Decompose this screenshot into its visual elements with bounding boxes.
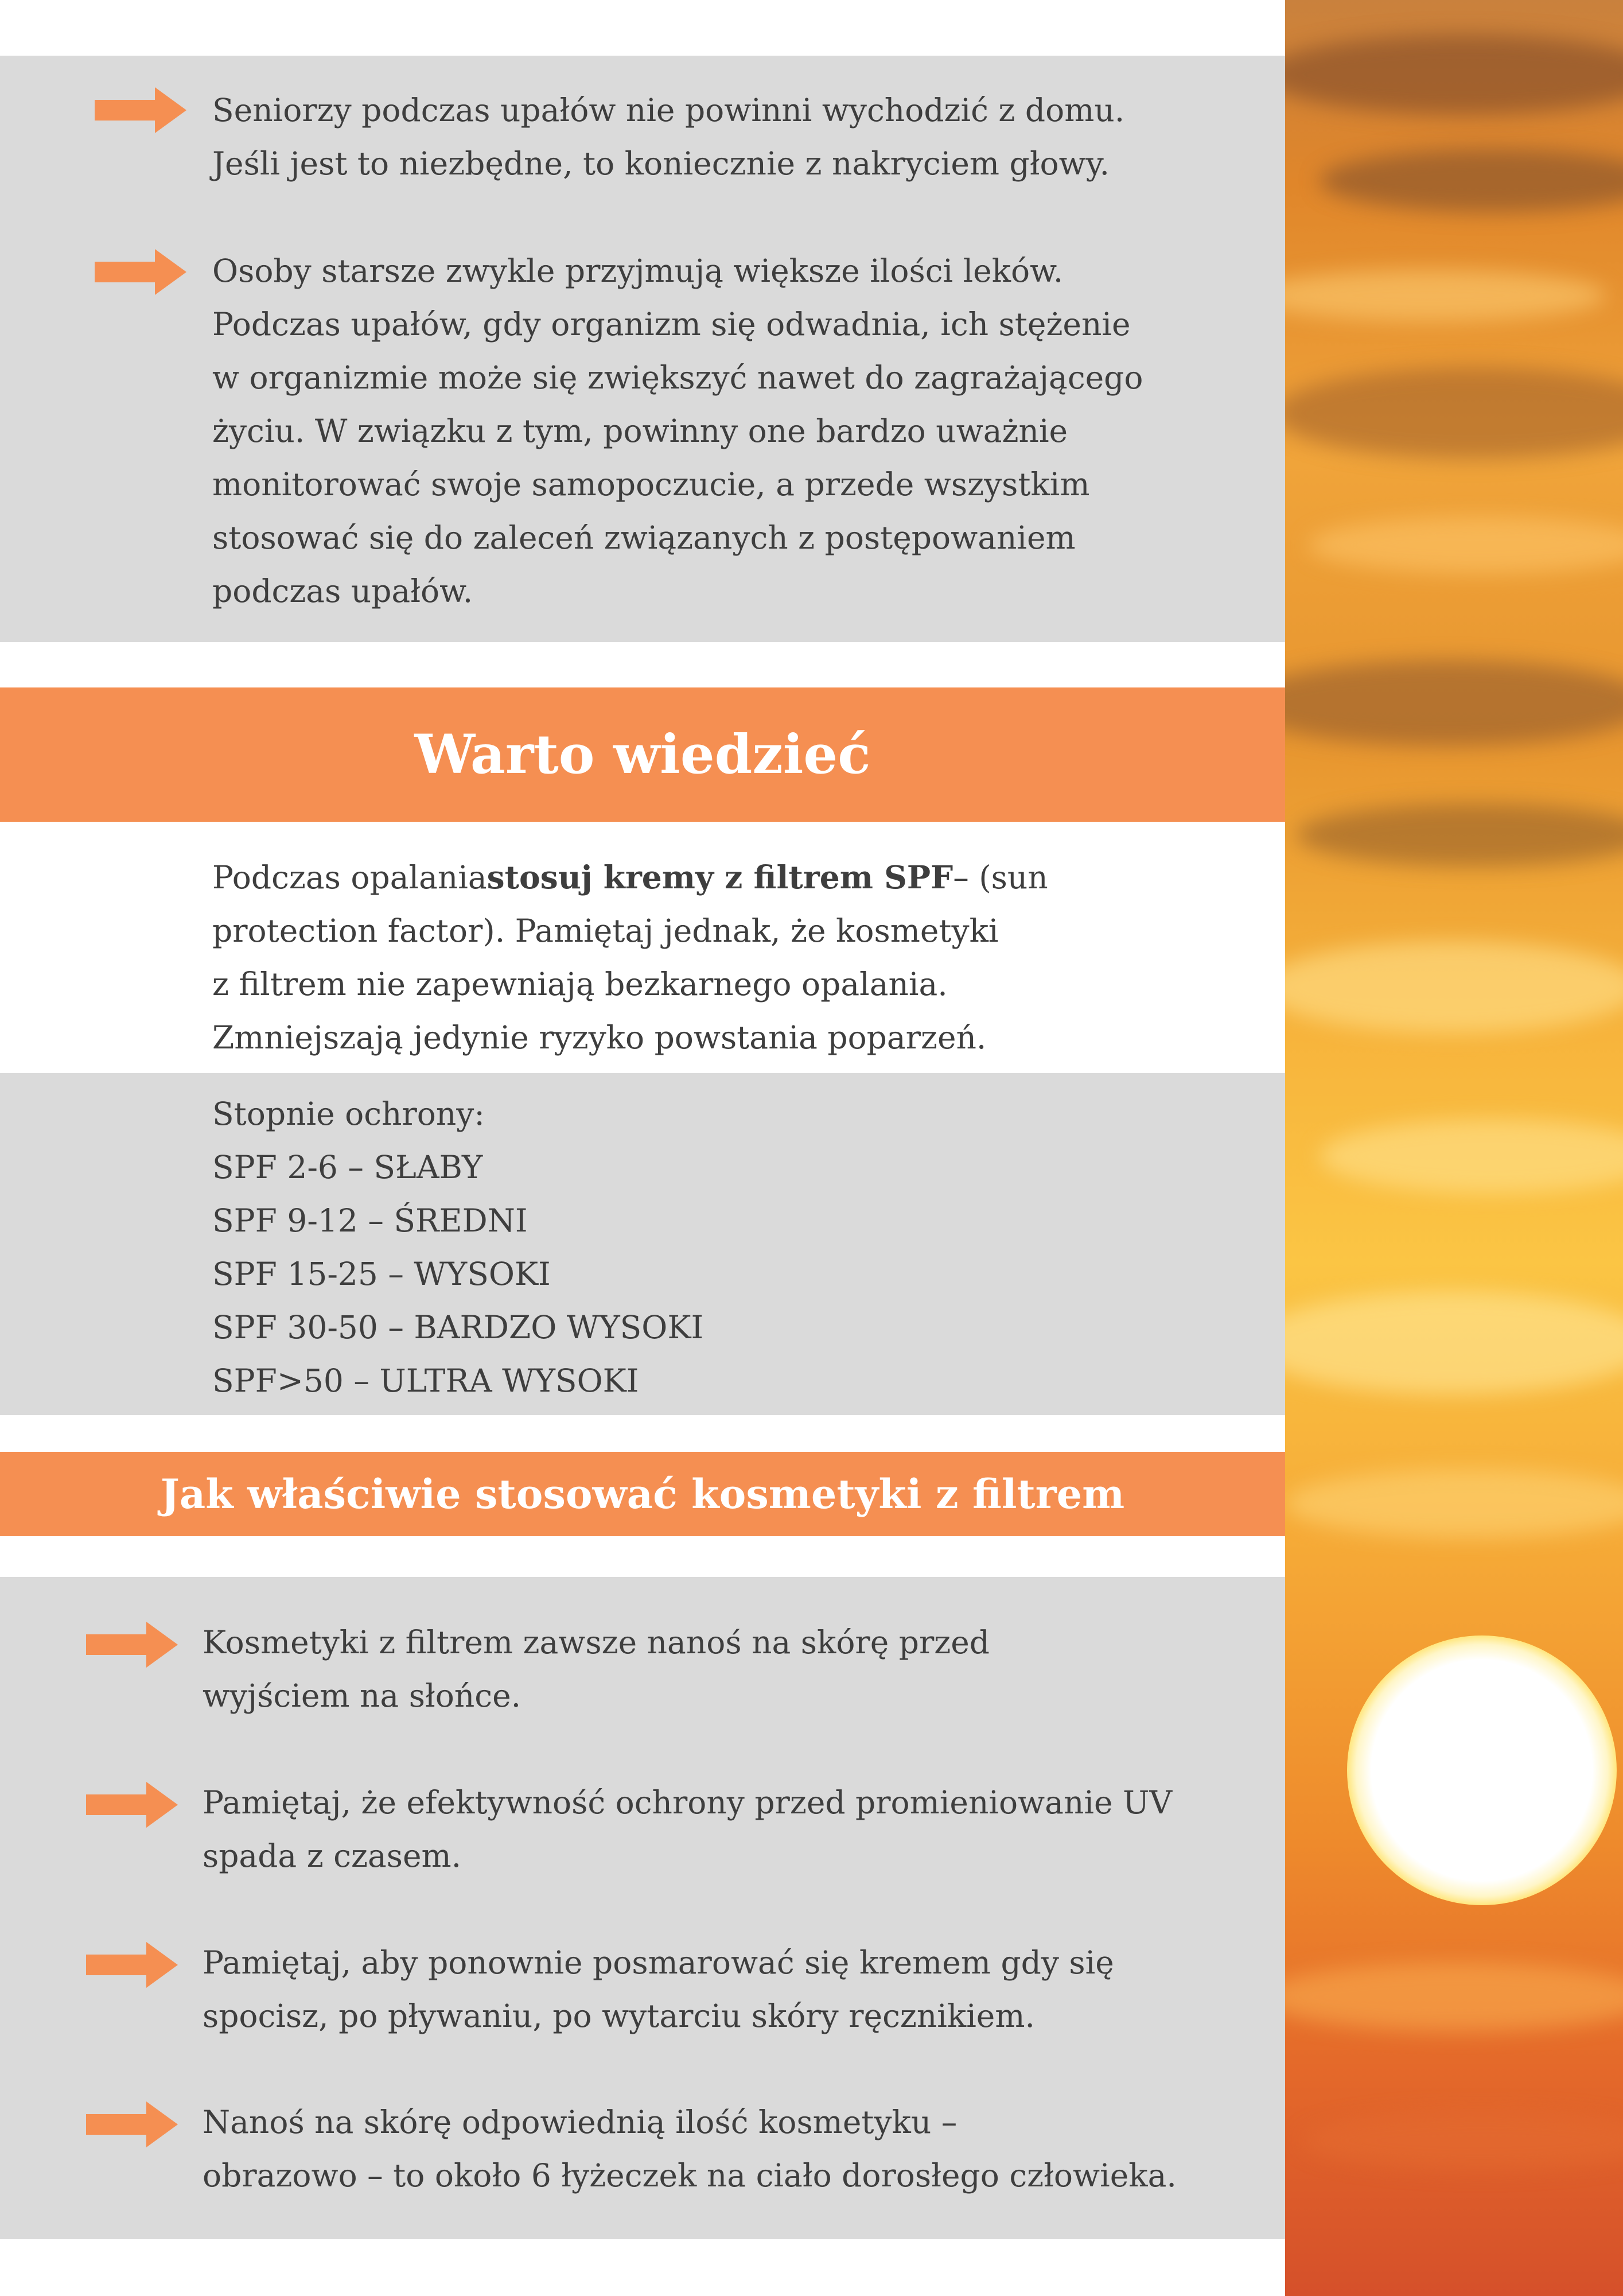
usage-point-3: Pamiętaj, aby ponownie posmarować się kremem gdy się spocisz, po pływaniu, po wytarciu skóry ręcznikiem. xyxy=(203,1944,1114,2034)
arrow-right-icon xyxy=(86,1782,178,1828)
spf-intro-bold: stosuj kremy z filtrem SPF xyxy=(486,858,953,896)
protection-title: Stopnie ochrony: xyxy=(212,1095,485,1132)
cloud-streak xyxy=(1285,660,1623,746)
arrow-right-icon xyxy=(95,249,186,295)
cloud-streak xyxy=(1297,803,1623,867)
cloud-streak xyxy=(1285,34,1623,115)
protection-level-item: SPF 15-25 – WYSOKI xyxy=(212,1256,551,1292)
arrow-right-icon xyxy=(95,87,186,133)
seniors-point-1: Seniorzy podczas upałów nie powinni wychodzić z domu. Jeśli jest to niezbędne, to koniecznie z nakryciem głowy. xyxy=(212,92,1125,182)
cloud-streak xyxy=(1285,1291,1623,1394)
cloud-streak xyxy=(1285,941,1623,1033)
arrow-right-icon xyxy=(86,1622,178,1668)
arrow-right-icon xyxy=(86,2101,178,2147)
spf-intro-prefix: Podczas opalania xyxy=(212,859,487,896)
spf-intro-rest: – (sun protection factor). Pamiętaj jednak, że kosmetyki z filtrem nie zapewniają bezkarnego opalania. Zmniejszają jedynie ryzyko powstania poparzeń. xyxy=(212,859,1048,1056)
cloud-streak xyxy=(1308,516,1623,574)
sunset-sky-photo xyxy=(1285,0,1623,2296)
cloud-streak xyxy=(1320,1119,1623,1194)
sun-disc xyxy=(1347,1635,1617,1905)
section-heading-warto-wiedziec: Warto wiedzieć xyxy=(0,687,1285,822)
seniors-point-2: Osoby starsze zwykle przyjmują większe ilości leków. Podczas upałów, gdy organizm się odwadnia, ich stężenie w organizmie może się zwiększyć nawet do zagrażającego życiu. W związku z tym, powinny one bardzo uważnie monitorować swoje samopoczucie, a przede wszystkim stosować się do zaleceń związanych z postępowaniem podczas upałów. xyxy=(212,252,1143,609)
usage-point-2: Pamiętaj, że efektywność ochrony przed promieniowanie UV spada z czasem. xyxy=(203,1784,1173,1874)
protection-level-item: SPF>50 – ULTRA WYSOKI xyxy=(212,1362,639,1399)
usage-point-1: Kosmetyki z filtrem zawsze nanoś na skórę przed wyjściem na słońce. xyxy=(203,1624,990,1714)
cloud-streak xyxy=(1302,2112,1623,2169)
cloud-streak xyxy=(1285,1963,1623,2031)
cloud-streak xyxy=(1285,367,1623,459)
arrow-right-icon xyxy=(86,1942,178,1988)
protection-level-item: SPF 30-50 – BARDZO WYSOKI xyxy=(212,1309,704,1346)
cloud-streak xyxy=(1285,270,1606,321)
protection-levels-list xyxy=(212,1141,703,1408)
protection-level-item: SPF 9-12 – ŚREDNI xyxy=(212,1202,528,1239)
cloud-streak xyxy=(1285,1469,1623,1538)
cloud-streak xyxy=(1320,149,1623,212)
spf-intro-paragraph xyxy=(212,850,1048,1065)
usage-point-4: Nanoś na skórę odpowiednią ilość kosmetyku – obrazowo – to około 6 łyżeczek na ciało dorosłego człowieka. xyxy=(203,2104,1177,2194)
section-heading-usage: Jak właściwie stosować kosmetyki z filtrem xyxy=(0,1452,1285,1536)
protection-level-item: SPF 2-6 – SŁABY xyxy=(212,1149,483,1186)
